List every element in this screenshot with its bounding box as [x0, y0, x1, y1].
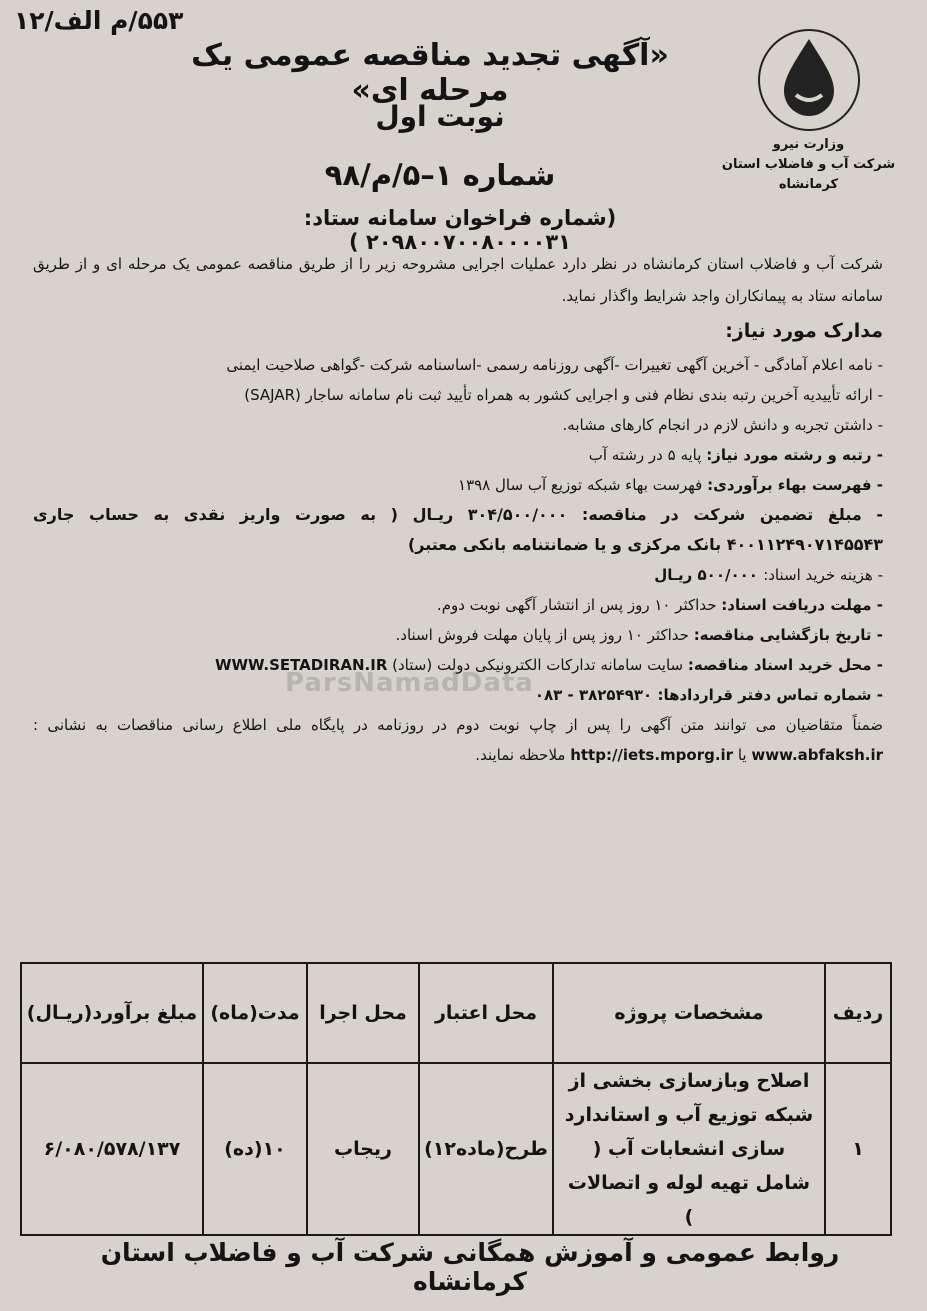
abfa-link[interactable]: www.abfaksh.ir — [751, 746, 883, 764]
col-credit: محل اعتبار — [419, 963, 553, 1063]
guarantee-value: ۳۰۴/۵۰۰/۰۰۰ ریـال ( به صورت واریز نقدی به حساب جاری ۴۰۰۱۱۲۴۹۰۷۱۴۵۵۴۳ بانک مرکزی و یا ضمانتنامه بانکی معتبر) — [33, 505, 883, 554]
watermark: ParsNamadData — [285, 668, 534, 698]
table-header-row — [21, 963, 891, 1063]
notice-title: «آگهی تجدید مناقصه عمومی یک مرحله ای» — [191, 38, 669, 108]
cell-desc: اصلاح وبازسازی بخشی از شبکه توزیع آب و استاندارد سازی انشعابات آب ( شامل تهیه لوله و اتصالات ) — [553, 1063, 825, 1235]
water-drop-logo-icon — [754, 25, 864, 135]
grade-label: - رتبه و رشته مورد نیاز: — [706, 446, 883, 464]
document-item: - داشتن تجربه و دانش لازم در انجام کارهای مشابه. — [562, 416, 883, 434]
opening-label: - تاریخ بازگشایی مناقصه: — [693, 626, 883, 644]
note-or: یا — [733, 746, 752, 764]
deadline-label: - مهلت دریافت اسناد: — [721, 596, 883, 614]
price-list-value: فهرست بهاء شبکه توزیع آب سال ۱۳۹۸ — [458, 476, 708, 494]
reference-number: ۵۵۳/م الف/۱۲ — [14, 6, 184, 35]
price-list-label: - فهرست بهاء برآوردی: — [707, 476, 883, 494]
cell-place: ریجاب — [307, 1063, 419, 1235]
company-name: شرکت آب و فاضلاب استان کرمانشاه — [721, 157, 896, 192]
col-duration: مدت(ماه) — [203, 963, 307, 1063]
ministry-name: وزارت نیرو — [772, 137, 845, 152]
company-logo — [706, 25, 911, 192]
purchase-cost-label: - هزینه خرید اسناد: — [763, 566, 883, 584]
note-paragraph — [33, 710, 883, 770]
col-desc: مشخصات پروژه — [553, 963, 825, 1063]
purchase-cost-value: ۵۰۰/۰۰۰ ریـال — [654, 566, 764, 584]
cell-row: ۱ — [825, 1063, 891, 1235]
documents-heading: مدارک مورد نیاز: — [725, 320, 883, 342]
document-item: - نامه اعلام آمادگی - آخرین آگهی تغییرات -آگهی روزنامه رسمی -اساسنامه شرکت -گواهی صلاحیت ایمنی — [226, 356, 883, 374]
footer-credit: روابط عمومی و آموزش همگانی شرکت آب و فاضلاب استان کرمانشاه — [100, 1238, 840, 1296]
deadline-value: حداکثر ۱۰ روز پس از انتشار آگهی نوبت دوم. — [436, 596, 722, 614]
note-suffix: ملاحظه نمایند. — [475, 746, 571, 764]
contact-value: ۳۸۲۵۴۹۳۰ - ۰۸۳ — [534, 686, 658, 704]
purchase-place-label: - محل خرید اسناد مناقصه: — [687, 656, 883, 674]
col-row: ردیف — [825, 963, 891, 1063]
contact-label: - شماره تماس دفتر قراردادها: — [657, 686, 883, 704]
setad-call-number: (شماره فراخوان سامانه ستاد: ۲۰۹۸۰۰۷۰۰۸۰۰۰۰۳۱ ) — [303, 206, 617, 254]
cell-credit: طرح(ماده۱۲) — [419, 1063, 553, 1235]
opening-value: حداکثر ۱۰ روز پس از پایان مهلت فروش اسناد. — [395, 626, 694, 644]
document-item: - ارائه تأییدیه آخرین رتبه بندی نظام فنی و اجرایی کشور به همراه تأیید ثبت نام سامانه ساجار (SAJAR) — [244, 386, 883, 404]
guarantee-label: - مبلغ تضمین شرکت در مناقصه: — [581, 505, 883, 524]
intro-paragraph: شرکت آب و فاضلاب استان کرمانشاه در نظر دارد عملیات اجرایی مشروحه زیر را از طریق مناقصه عمومی یک مرحله ای و از طریق سامانه ستاد به پیمانکاران واجد شرایط واگذار نماید. — [33, 255, 883, 305]
purchase-place-value: سایت سامانه تدارکات الکترونیکی دولت (ستاد) — [387, 656, 688, 674]
table-row — [21, 1063, 891, 1235]
tender-number: شماره ۱–۵/م/۹۸ — [324, 158, 556, 192]
cell-amount: ۶/۰۸۰/۵۷۸/۱۳۷ — [21, 1063, 203, 1235]
col-place: محل اجرا — [307, 963, 419, 1063]
setad-link[interactable]: WWW.SETADIRAN.IR — [214, 656, 388, 674]
grade-value: پایه ۵ در رشته آب — [588, 446, 707, 464]
cell-duration: ۱۰(ده) — [203, 1063, 307, 1235]
note-prefix: ضمناً متقاضیان می توانند متن آگهی را پس از چاپ نوبت دوم در روزنامه در پایگاه ملی اطلاع رسانی مناقصات به نشانی : — [33, 716, 883, 734]
iets-link[interactable]: http://iets.mporg.ir — [570, 746, 734, 764]
projects-table — [20, 962, 892, 1236]
notice-round: نوبت اول — [375, 100, 505, 133]
notice-body — [33, 248, 883, 770]
col-amount: مبلغ برآورد(ریـال) — [21, 963, 203, 1063]
